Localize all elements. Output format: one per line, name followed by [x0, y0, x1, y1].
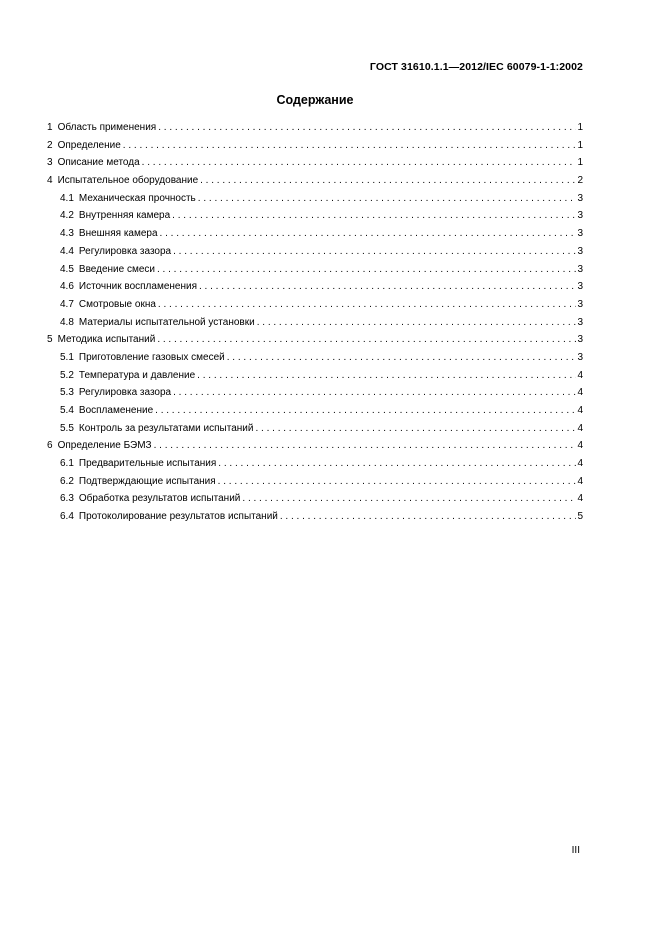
toc-entry-number: 5.4	[60, 405, 74, 416]
toc-entry-page: 4	[577, 405, 583, 416]
toc-leader-dots	[242, 490, 576, 508]
toc-entry-title: Смотровые окна	[78, 298, 156, 310]
toc-leader-dots	[200, 172, 576, 190]
toc-entry	[47, 473, 583, 491]
toc-entry-page: 3	[577, 210, 583, 222]
toc-entry	[47, 314, 583, 332]
toc-leader-dots	[158, 119, 576, 137]
document-header: ГОСТ 31610.1.1—2012/IEC 60079-1-1:2002	[369, 61, 583, 73]
toc-entry	[47, 190, 583, 208]
toc-leader-dots	[173, 243, 576, 261]
toc-entry-page: 4	[577, 475, 583, 487]
toc-leader-dots	[218, 473, 577, 491]
toc-entry-page: 5	[577, 511, 583, 523]
toc-leader-dots	[255, 420, 576, 438]
toc-entry-title: Протоколирование результатов испытаний	[78, 511, 278, 523]
toc-entry-number: 5.3	[60, 387, 74, 399]
toc-entry	[47, 225, 583, 243]
toc-entry-number: 4.2	[60, 210, 74, 222]
toc-leader-dots	[154, 437, 577, 455]
toc-entry	[47, 384, 583, 402]
toc-entry-page: 1	[577, 157, 583, 169]
toc-entry-page: 3	[577, 334, 583, 346]
toc-entry-page: 3	[577, 351, 583, 363]
toc-entry-number: 5	[47, 334, 53, 346]
toc-entry-page: 2	[577, 175, 583, 187]
toc-entry-number: 4.8	[60, 316, 74, 328]
toc-entry	[47, 455, 583, 473]
toc-entry-title: Материалы испытательной установки	[78, 316, 255, 328]
toc-entry	[47, 207, 583, 225]
toc-leader-dots	[157, 261, 576, 279]
toc-entry-title: Область применения	[57, 122, 157, 133]
toc-entry-number: 1	[47, 122, 53, 133]
toc-entry	[47, 349, 583, 367]
toc-entry	[47, 278, 583, 296]
toc-entry-title: Источник воспламенения	[78, 281, 197, 293]
toc-entry-page: 4	[577, 458, 583, 470]
toc-entry-page: 4	[577, 422, 583, 434]
toc-entry	[47, 402, 583, 420]
toc-leader-dots	[280, 508, 577, 526]
toc-entry-number: 2	[47, 139, 53, 151]
page-number: III	[571, 845, 580, 856]
toc-entry-number: 6	[47, 440, 53, 452]
table-of-contents	[47, 119, 583, 526]
toc-entry-title: Контроль за результатами испытаний	[78, 422, 254, 434]
toc-entry-title: Предварительные испытания	[78, 458, 217, 470]
toc-entry-page: 3	[577, 245, 583, 257]
toc-entry-page: 3	[577, 298, 583, 310]
toc-entry-number: 4.4	[60, 245, 74, 257]
toc-entry	[47, 296, 583, 314]
toc-entry-page: 4	[577, 440, 583, 452]
toc-entry-page: 3	[577, 316, 583, 328]
toc-entry	[47, 508, 583, 526]
toc-entry-title: Температура и давление	[78, 369, 196, 381]
toc-leader-dots	[160, 225, 577, 243]
toc-entry-page: 3	[577, 281, 583, 293]
toc-title: Содержание	[276, 93, 354, 107]
toc-entry	[47, 243, 583, 261]
toc-leader-dots	[157, 331, 576, 349]
toc-entry-title: Внутренняя камера	[78, 210, 171, 222]
toc-entry	[47, 420, 583, 438]
toc-entry	[47, 119, 583, 137]
toc-entry-title: Внешняя камера	[78, 228, 158, 240]
toc-entry-page: 1	[577, 139, 583, 151]
toc-entry-page: 3	[577, 228, 583, 240]
toc-leader-dots	[227, 349, 577, 367]
toc-leader-dots	[197, 367, 576, 385]
toc-entry-number: 3	[47, 157, 53, 169]
toc-entry	[47, 367, 583, 385]
toc-entry	[47, 261, 583, 279]
toc-entry-title: Воспламенение	[78, 405, 154, 416]
toc-entry-number: 4	[47, 175, 53, 187]
toc-entry-title: Испытательное оборудование	[57, 175, 199, 187]
toc-entry-number: 4.1	[60, 192, 74, 204]
toc-entry-title: Обработка результатов испытаний	[78, 493, 241, 505]
toc-leader-dots	[218, 455, 576, 473]
toc-leader-dots	[142, 154, 577, 172]
toc-leader-dots	[198, 190, 577, 208]
toc-entry-title: Подтверждающие испытания	[78, 475, 216, 487]
toc-entry-number: 4.3	[60, 228, 74, 240]
toc-entry-title: Определение БЭМЗ	[57, 440, 152, 452]
toc-entry-number: 6.2	[60, 475, 74, 487]
toc-entry-title: Регулировка зазора	[78, 245, 172, 257]
toc-leader-dots	[173, 384, 576, 402]
toc-entry-title: Определение	[57, 139, 121, 151]
toc-entry-number: 5.1	[60, 351, 74, 363]
toc-entry-number: 4.5	[60, 263, 74, 275]
toc-leader-dots	[172, 207, 576, 225]
toc-entry-title: Приготовление газовых смесей	[78, 351, 225, 363]
toc-entry-title: Введение смеси	[78, 263, 155, 275]
toc-entry	[47, 137, 583, 155]
toc-entry	[47, 490, 583, 508]
toc-entry-page: 3	[577, 263, 583, 275]
toc-entry-page: 4	[577, 369, 583, 381]
toc-entry-page: 4	[577, 493, 583, 505]
toc-entry	[47, 172, 583, 190]
toc-entry-number: 6.3	[60, 493, 74, 505]
toc-entry	[47, 154, 583, 172]
toc-entry-title: Методика испытаний	[57, 334, 156, 346]
toc-leader-dots	[123, 137, 577, 155]
toc-entry-number: 4.6	[60, 281, 74, 293]
toc-entry-title: Описание метода	[57, 157, 140, 169]
toc-entry-number: 4.7	[60, 298, 74, 310]
toc-leader-dots	[199, 278, 576, 296]
toc-leader-dots	[155, 402, 576, 420]
toc-entry	[47, 331, 583, 349]
toc-leader-dots	[257, 314, 577, 332]
toc-entry-title: Регулировка зазора	[78, 387, 172, 399]
toc-entry-number: 5.2	[60, 369, 74, 381]
toc-entry-number: 6.4	[60, 511, 74, 523]
toc-entry-page: 3	[577, 192, 583, 204]
toc-leader-dots	[158, 296, 577, 314]
toc-entry-number: 5.5	[60, 422, 74, 434]
toc-entry	[47, 437, 583, 455]
toc-entry-page: 1	[577, 122, 583, 133]
toc-entry-page: 4	[577, 387, 583, 399]
toc-entry-number: 6.1	[60, 458, 74, 470]
toc-entry-title: Механическая прочность	[78, 192, 196, 204]
